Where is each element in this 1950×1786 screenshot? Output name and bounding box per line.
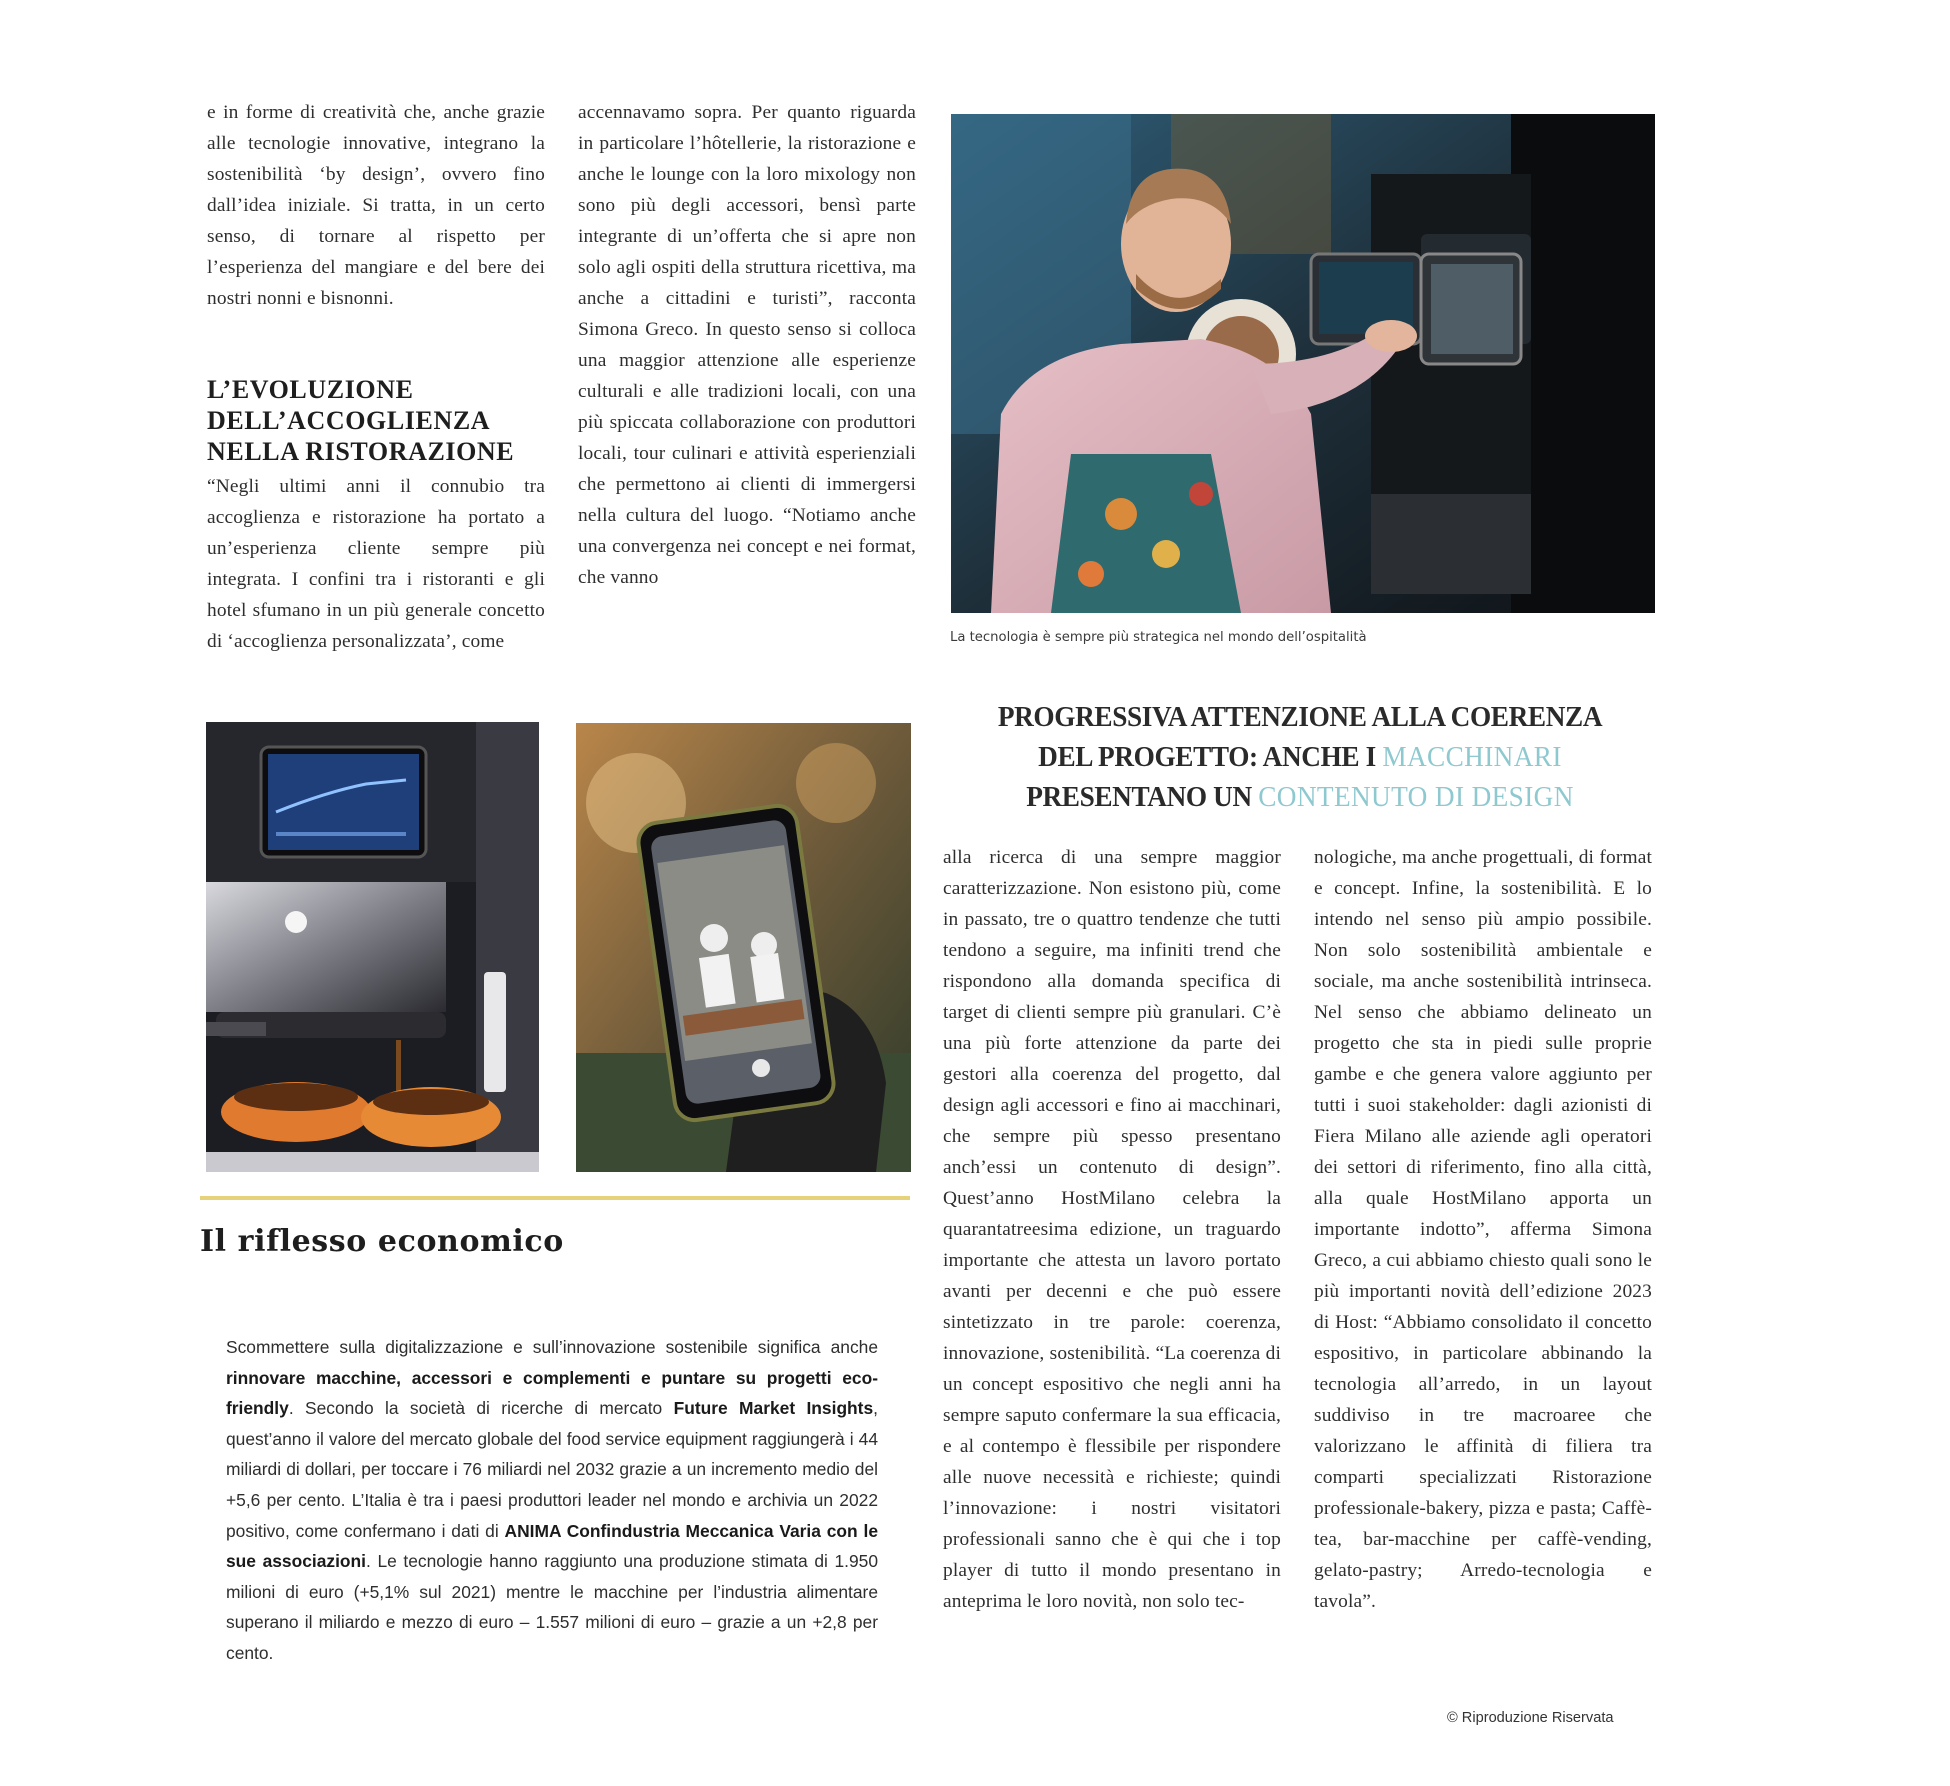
column2-text: accennavamo sopra. Per quanto riguarda in particolare l’hôtellerie, la ristorazione e anche le lounge con la loro mixology non sono più degli accessori, bensì parte integrante di un’offerta che si apre non solo agli ospiti della struttura ricettiva, ma anche a cittadini e turisti”, racconta Simona Greco. In questo senso si colloca una maggior attenzione alle esperienze culturali e alle tradizioni locali, con una più spiccata collaborazione con produttori locali, tour culinari e attività esperienziali che permettono ai clienti di immergersi nella cultura del luogo. “Notiamo anche una convergenza nei concept e nei format, che vanno	[578, 102, 916, 588]
copyright-note: © Riproduzione Riservata	[1447, 1710, 1614, 1726]
column4-text: nologiche, ma anche progettuali, di format e concept. Infine, la sostenibilità. E lo intendo nel senso più ampio possibile. Non solo sostenibilità ambientale e sociale, ma anche sostenibilità intrinseca. Nel senso che abbiamo delineato un progetto che sta in piedi sulle proprie gambe e che genera valore aggiunto per tutti i suoi stakeholder: dagli azionisti di Fiera Milano alle aziende agli operatori dei settori di riferimento, fino alla città, alla quale HostMilano apporta un importante indotto”, afferma Simona Greco, a cui abbiamo chiesto quali sono le più importanti novità dell’edizione 2023 di Host: “Abbiamo consolidato il concetto espositivo, in particolare abbinando la tecnologia all’arredo, in un layout suddiviso in tre macroaree che valorizzano le affinità di filiera tra comparti specializzati Ristorazione professionale-bakery, pizza e pasta; Caffè-tea, bar-macchine per caffè-vending, gelato-pastry; Arredo-tecnologia e tavola”.	[1314, 847, 1652, 1612]
subheading	[207, 374, 545, 467]
headline-line-1: PROGRESSIVA ATTENZIONE ALLA COERENZA	[997, 701, 1603, 733]
column3-text: alla ricerca di una sempre maggior caratterizzazione. Non esistono più, come in passato, tre o quattro tendenze che tutti tendono a seguire, ma infiniti trend che rispondono alla domanda specifica di target di clienti sempre più granulari. C’è una più forte attenzione da parte dei gestori alla coerenza del progetto, dal design agli accessori e fino ai macchinari, che sempre più spesso presentano anch’essi un contenuto di design”. Quest’anno HostMilano celebra la quarantatreesima edizione, un traguardo importante che attesta un lavoro portato avanti per decenni e che può essere sintetizzato in tre parole: coerenza, innovazione, sostenibilità. “La coerenza di un concept espositivo che negli anni ha sempre saputo confermare la sua efficacia, e al contempo è flessibile per rispondere alle nuove necessità e richieste; quindi l’innovazione: i nostri visitatori professionali sanno che è qui che i top player di tutto il mondo presentano in anteprima le loro novità, non solo tec-	[943, 847, 1281, 1612]
photo-smartphone	[576, 723, 911, 1172]
subheading-line-1: L’EVOLUZIONE	[207, 375, 414, 404]
box-body-bold-run: ANIMA Confindustria Meccanica Varia con le sue associazioni	[226, 1520, 878, 1572]
box-body-run: Scommettere sulla digitalizzazione e sull’innovazione sostenibile significa anche	[226, 1337, 878, 1357]
headline	[952, 697, 1648, 817]
box-title: Il riflesso economico	[200, 1224, 564, 1259]
box-body-bold-run: rinnovare macchine, accessori e complementi e puntare su progetti eco-friendly	[226, 1367, 878, 1419]
headline-line-2-accent: MACCHINARI	[1382, 741, 1562, 773]
box-body-run: , quest’anno il valore del mercato globale del food service equipment raggiungerà i 44 miliardi di dollari, per toccare i 76 miliardi nel 2032 grazie a un incremento medio del +5,6 per cento. L’Italia è tra i paesi produttori leader nel mondo e archivia un 2022 positivo, come confermano i dati di	[226, 1398, 878, 1541]
box-body-run: . Le tecnologie hanno raggiunto una produzione stimata di 1.950 milioni di euro (+5,1% sul 2021) mentre le macchine per l’industria alimentare superano il miliardo e mezzo di euro – 1.557 milioni di euro – grazie a un +2,8 per cento.	[226, 1551, 879, 1663]
headline-line-3	[952, 777, 1648, 817]
subheading-line-3: NELLA RISTORAZIONE	[207, 437, 515, 466]
headline-line-2-plain: DEL PROGETTO: ANCHE I	[1038, 741, 1376, 773]
box-body-bold-run: Future Market Insights	[673, 1398, 874, 1419]
column1-top-text: e in forme di creatività che, anche grazie alle tecnologie innovative, integrano la sostenibilità ‘by design’, ovvero fino dall’idea iniziale. Si tratta, in un certo senso, di tornare al rispetto per l’esperienza del mangiare e del bere dei nostri nonni e bisnonni.	[207, 102, 545, 309]
subheading-line-2: DELL’ACCOGLIENZA	[207, 406, 491, 435]
headline-line-2	[952, 737, 1648, 777]
column1-body-text: “Negli ultimi anni il connubio tra accoglienza e ristorazione ha portato a un’esperienza cliente sempre più integrata. I confini tra i ristoranti e gli hotel sfumano in un più generale concetto di ‘accoglienza personalizzata’, come	[207, 476, 545, 652]
box-body-run: . Secondo la società di ricerche di mercato	[288, 1398, 674, 1419]
main-photo-caption: La tecnologia è sempre più strategica nel mondo dell’ospitalità	[950, 630, 1367, 645]
headline-line-3-plain: PRESENTANO UN	[1026, 781, 1252, 813]
section-divider	[200, 1196, 910, 1200]
main-photo-barista	[951, 114, 1655, 613]
box-body	[226, 1332, 878, 1669]
headline-line-3-accent: CONTENUTO DI DESIGN	[1258, 781, 1574, 813]
photo-espresso-machine	[206, 722, 539, 1172]
